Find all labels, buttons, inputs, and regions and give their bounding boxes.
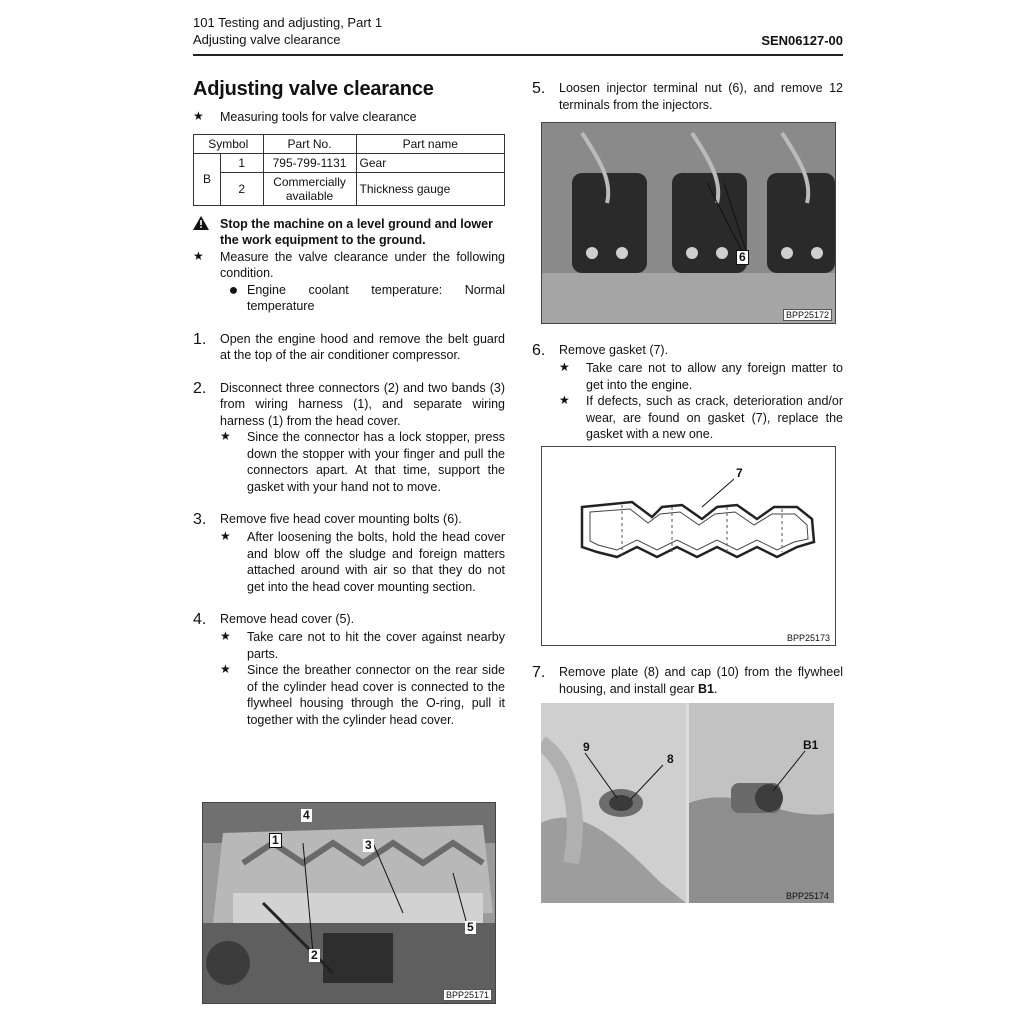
injector-photo-illustration	[542, 123, 835, 323]
callout-3: 3	[365, 838, 372, 852]
star-icon: ★	[559, 393, 570, 407]
star-icon: ★	[220, 529, 231, 543]
step-4-note-1: ★ Take care not to hit the cover against nearby parts.	[220, 629, 505, 661]
figure-injector-terminals	[541, 122, 836, 324]
table-num-cell: 2	[221, 172, 264, 205]
table-partno-cell: 795-799-1131	[263, 153, 356, 172]
tools-intro: ★ Measuring tools for valve clearance	[193, 109, 417, 124]
table-symbol-cell: B	[194, 153, 221, 205]
figure-head-cover-harness	[202, 802, 496, 1004]
document-code: SEN06127-00	[761, 33, 843, 48]
step-4-note-2: ★ Since the breather connector on the rear side of the cylinder head cover is connected to the flywheel housing through the O-ring, pull it together with the cylinder head cover.	[220, 662, 505, 727]
table-num-cell: 1	[221, 153, 264, 172]
page-header	[193, 14, 843, 48]
star-icon: ★	[220, 662, 231, 676]
star-icon: ★	[220, 429, 231, 443]
star-icon: ★	[193, 248, 204, 263]
table-partno-cell: Commercially available	[263, 172, 356, 205]
figure-id: BPP25174	[785, 891, 829, 901]
engine-photo-illustration	[203, 803, 495, 1003]
bullet-icon: ●	[228, 281, 239, 299]
header-divider	[193, 54, 843, 56]
step-6-note-2: ★ If defects, such as crack, deterioration and/or wear, are found on gasket (7), replace the gasket with a new one.	[559, 393, 843, 441]
step-5: 5. Loosen injector terminal nut (6), and remove 12 terminals from the injectors.	[532, 80, 843, 112]
table-header-row	[194, 134, 505, 153]
gasket-drawing	[542, 447, 835, 645]
step-4: 4. Remove head cover (5).	[193, 611, 355, 628]
callout-1: 1	[269, 833, 282, 848]
step-2-note: ★ Since the connector has a lock stopper, press down the stopper with your finger and pull the connectors apart. At that time, support the gasket with your hand not to move.	[220, 429, 505, 494]
table-header-partno: Part No.	[263, 134, 356, 153]
condition-note: ★ Measure the valve clearance under the following condition.	[193, 248, 505, 280]
step-7: 7. Remove plate (8) and cap (10) from the flywheel housing, and install gear B1.	[532, 664, 843, 696]
callout-2: 2	[311, 948, 318, 962]
star-icon: ★	[193, 109, 204, 123]
callout-7: 7	[736, 466, 743, 480]
header-topic-title: Adjusting valve clearance	[193, 32, 341, 47]
step-1: 1. Open the engine hood and remove the belt guard at the top of the air conditioner compressor.	[193, 330, 505, 362]
step-2: 2. Disconnect three connectors (2) and two bands (3) from wiring harness (1), and separate wiring harness (1) from the head cover.	[193, 379, 505, 428]
step-3: 3. Remove five head cover mounting bolts (6).	[193, 511, 462, 528]
right-column-bottom	[532, 664, 843, 697]
header-section-title: 101 Testing and adjusting, Part 1	[193, 15, 383, 30]
warning-note: Stop the machine on a level ground and lower the work equipment to the ground.	[193, 216, 505, 249]
right-column	[532, 80, 843, 113]
figure-id: BPP25171	[443, 989, 492, 1001]
callout-8: 8	[667, 752, 674, 766]
coolant-bullet: ● Engine coolant temperature: Normal temperature	[193, 282, 505, 315]
callout-4: 4	[303, 808, 310, 822]
table-row	[194, 153, 505, 172]
callout-6: 6	[736, 250, 749, 265]
table-row	[194, 172, 505, 205]
table-header-partname: Part name	[356, 134, 504, 153]
warning-icon	[193, 216, 220, 249]
tools-table	[193, 134, 505, 206]
flywheel-photo-illustration	[541, 703, 834, 903]
figure-id: BPP25172	[783, 309, 832, 321]
star-icon: ★	[559, 360, 570, 374]
step-6: 6. Remove gasket (7).	[532, 342, 669, 359]
table-header-symbol: Symbol	[194, 134, 264, 153]
page-title: Adjusting valve clearance	[193, 78, 434, 100]
step-6-note-1: ★ Take care not to allow any foreign matter to get into the engine.	[559, 360, 843, 392]
star-icon: ★	[220, 629, 231, 643]
figure-gasket	[541, 446, 836, 646]
callout-B1: B1	[803, 738, 819, 752]
callout-9: 9	[583, 740, 590, 754]
figure-flywheel-gear	[541, 703, 834, 903]
right-column-mid	[532, 342, 843, 443]
table-name-cell: Gear	[356, 153, 504, 172]
left-column	[193, 78, 505, 728]
callout-5: 5	[467, 920, 474, 934]
step-3-note: ★ After loosening the bolts, hold the head cover and blow off the sludge and foreign matters attached around with air so that they do not get into the head cover mounting section.	[220, 529, 505, 594]
table-name-cell: Thickness gauge	[356, 172, 504, 205]
figure-id: BPP25173	[786, 633, 830, 643]
